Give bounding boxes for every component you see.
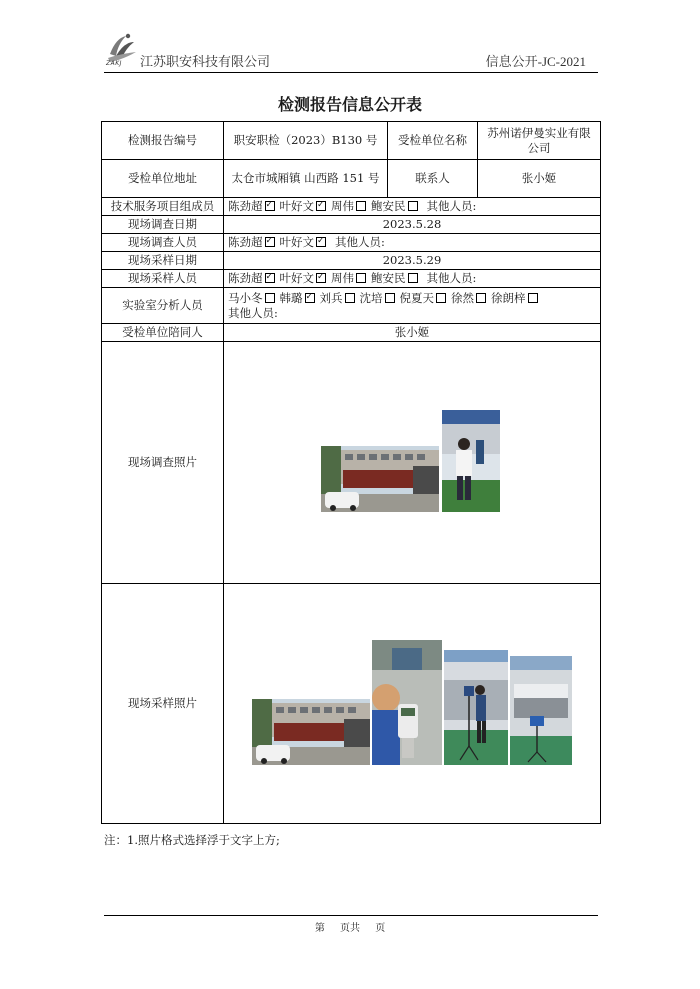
unchecked-checkbox-icon[interactable] [436, 293, 446, 303]
member-name: 叶好文 [279, 271, 314, 285]
member-name: 陈劲超 [228, 271, 263, 285]
report-no-label: 检测报告编号 [102, 122, 224, 160]
sampling-staff-members [224, 270, 601, 288]
member-name: 陈劲超 [228, 235, 263, 249]
table-row [102, 216, 601, 234]
unchecked-checkbox-icon[interactable] [356, 201, 366, 211]
table-row [102, 342, 601, 584]
page-title: 检测报告信息公开表 [277, 95, 422, 114]
table-row [102, 584, 601, 824]
escort-value: 张小姬 [224, 324, 601, 342]
footer-pages: 页共 [340, 923, 360, 934]
survey-date-value: 2023.5.28 [224, 216, 601, 234]
checked-checkbox-icon[interactable] [305, 293, 315, 303]
member-name: 徐朗梓 [491, 290, 526, 305]
unit-name-label: 受检单位名称 [388, 122, 478, 160]
contact-value: 张小姬 [478, 160, 601, 198]
sampling-photos-label: 现场采样照片 [102, 584, 224, 824]
contact-label: 联系人 [388, 160, 478, 198]
checked-checkbox-icon[interactable] [265, 273, 275, 283]
checked-checkbox-icon[interactable] [265, 237, 275, 247]
escort-label: 受检单位陪同人 [102, 324, 224, 342]
table-row [102, 288, 601, 324]
unchecked-checkbox-icon[interactable] [345, 293, 355, 303]
member-name: 陈劲超 [228, 199, 263, 213]
team-members [224, 198, 601, 216]
other-staff-label: 其他人员: [426, 271, 477, 285]
survey-staff-members [224, 234, 601, 252]
unchecked-checkbox-icon[interactable] [356, 273, 366, 283]
other-staff-label: 其他人员: [228, 305, 278, 320]
report-no-value: 职安职检（2023）B130 号 [224, 122, 388, 160]
sampling-staff-label: 现场采样人员 [102, 270, 224, 288]
unchecked-checkbox-icon[interactable] [265, 293, 275, 303]
table-row [102, 160, 601, 198]
member-name: 周伟 [331, 271, 354, 285]
unchecked-checkbox-icon[interactable] [408, 201, 418, 211]
page-footer [0, 919, 700, 934]
member-name: 沈培 [359, 290, 383, 305]
checked-checkbox-icon[interactable] [316, 273, 326, 283]
footer-end: 页 [375, 923, 386, 934]
member-name: 鲍安民 [371, 271, 406, 285]
checked-checkbox-icon[interactable] [265, 201, 275, 211]
member-name: 倪夏天 [399, 290, 434, 305]
member-name: 叶好文 [279, 235, 314, 249]
other-staff-label: 其他人员: [335, 235, 385, 249]
unchecked-checkbox-icon[interactable] [528, 293, 538, 303]
footer-divider [104, 915, 598, 916]
unchecked-checkbox-icon[interactable] [385, 293, 395, 303]
photo-note: 注：1.照片格式选择浮于文字上方; [104, 833, 280, 847]
address-value: 太仓市城厢镇 山西路 151 号 [224, 160, 388, 198]
sampling-photo-equipment [510, 656, 572, 765]
info-table [101, 121, 601, 824]
lab-staff-members [224, 288, 601, 324]
table-row [102, 198, 601, 216]
table-row [102, 122, 601, 160]
sampling-date-label: 现场采样日期 [102, 252, 224, 270]
table-row [102, 324, 601, 342]
other-staff-label: 其他人员: [426, 199, 477, 213]
member-name: 周伟 [331, 199, 354, 213]
unit-name-value: 苏州诺伊曼实业有限公司 [478, 122, 601, 160]
survey-photo-gate [321, 446, 439, 512]
sampling-photo-gate [252, 699, 370, 765]
document-number: 信息公开-JC-2021 [485, 54, 586, 69]
logo-text: ZAKJ [106, 60, 122, 67]
member-name: 马小冬 [228, 290, 263, 305]
lab-staff-label: 实验室分析人员 [102, 288, 224, 324]
survey-photo-person [442, 410, 500, 512]
table-row [102, 270, 601, 288]
survey-photos-area [224, 342, 601, 584]
member-name: 韩璐 [279, 290, 303, 305]
survey-staff-label: 现场调查人员 [102, 234, 224, 252]
address-label: 受检单位地址 [102, 160, 224, 198]
sampling-photo-tripod [444, 650, 508, 765]
member-name: 叶好文 [279, 199, 314, 213]
table-row [102, 252, 601, 270]
survey-photos-label: 现场调查照片 [102, 342, 224, 584]
member-name: 鲍安民 [371, 199, 406, 213]
unchecked-checkbox-icon[interactable] [476, 293, 486, 303]
sampling-photos-area [224, 584, 601, 824]
footer-page: 第 [314, 923, 325, 934]
member-name: 徐然 [451, 290, 474, 305]
checked-checkbox-icon[interactable] [316, 201, 326, 211]
page-header [104, 30, 598, 72]
checked-checkbox-icon[interactable] [316, 237, 326, 247]
survey-date-label: 现场调查日期 [102, 216, 224, 234]
team-label: 技术服务项目组成员 [102, 198, 224, 216]
header-divider [104, 72, 598, 73]
unchecked-checkbox-icon[interactable] [408, 273, 418, 283]
sampling-photo-meter [372, 640, 442, 765]
member-name: 刘兵 [319, 290, 343, 305]
table-row [102, 234, 601, 252]
company-name: 江苏职安科技有限公司 [140, 55, 271, 70]
sampling-date-value: 2023.5.29 [224, 252, 601, 270]
